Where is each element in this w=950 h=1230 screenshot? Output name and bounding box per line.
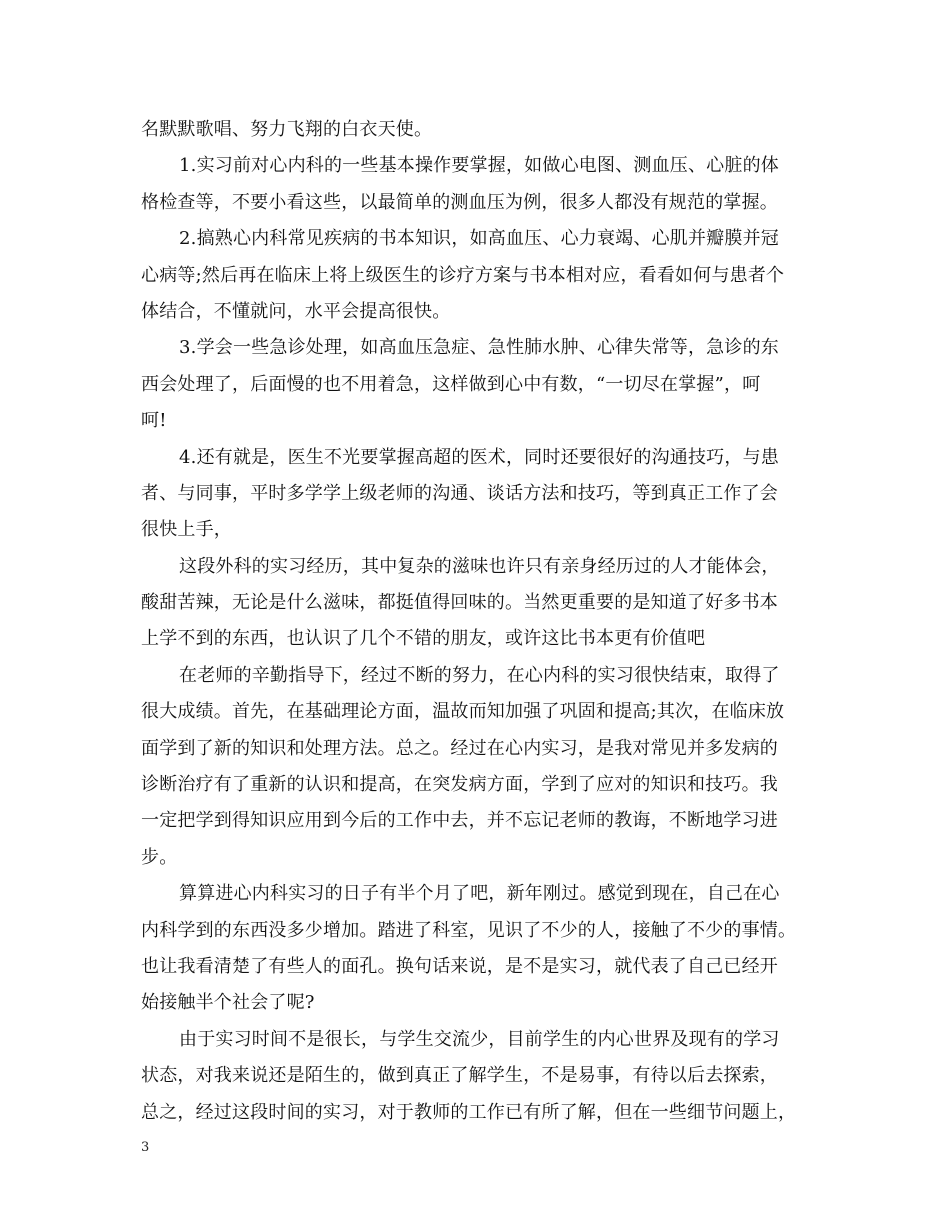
text-line: 西会处理了，后面慢的也不用着急，这样做到心中有数，“一切尽在掌握”，呵 bbox=[141, 373, 761, 395]
text-line: 体结合，不懂就问，水平会提高很快。 bbox=[141, 300, 451, 322]
text-line: 状态，对我来说还是陌生的，做到真正了解学生，不是易事，有待以后去探索， bbox=[141, 1065, 778, 1087]
text-line: 很大成绩。首先，在基础理论方面，温故而知加强了巩固和提高;其次，在临床放 bbox=[141, 701, 785, 723]
text-line: 很快上手， bbox=[141, 519, 232, 541]
text-line: 酸甜苦辣，无论是什么滋味，都挺值得回味的。当然更重要的是知道了好多书本 bbox=[141, 592, 778, 614]
text-line: 算算进心内科实习的日子有半个月了吧，新年刚过。感觉到现在，自己在心 bbox=[179, 883, 780, 905]
document-body bbox=[141, 112, 816, 1131]
text-line: 4.还有就是，医生不光要掌握高超的医术，同时还要很好的沟通技巧，与患 bbox=[179, 446, 779, 468]
page-number: 3 bbox=[141, 1140, 150, 1155]
text-line: 总之，经过这段时间的实习，对于教师的工作已有所了解，但在一些细节问题上， bbox=[141, 1101, 797, 1123]
text-line: 在老师的辛勤指导下，经过不断的努力，在心内科的实习很快结束，取得了 bbox=[179, 664, 780, 686]
text-line: 者、与同事，平时多学学上级老师的沟通、谈话方法和技巧，等到真正工作了会 bbox=[141, 482, 778, 504]
text-line: 面学到了新的知识和处理方法。总之。经过在心内实习，是我对常见并多发病的 bbox=[141, 737, 778, 759]
text-line: 名默默歌唱、努力飞翔的白衣天使。 bbox=[141, 119, 433, 140]
text-line: 心病等;然后再在临床上将上级医生的诊疗方案与书本相对应，看看如何与患者个 bbox=[141, 264, 785, 286]
text-line: 1.实习前对心内科的一些基本操作要掌握，如做心电图、测血压、心脏的体 bbox=[179, 155, 779, 177]
text-line: 格检查等，不要小看这些，以最简单的测血压为例，很多人都没有规范的掌握。 bbox=[141, 191, 778, 213]
text-line: 也让我看清楚了有些人的面孔。换句话来说，是不是实习，就代表了自己已经开 bbox=[141, 955, 778, 977]
text-line: 一定把学到得知识应用到今后的工作中去，并不忘记老师的教诲，不断地学习进 bbox=[141, 810, 778, 832]
text-line: 由于实习时间不是很长，与学生交流少，目前学生的内心世界及现有的学习 bbox=[179, 1028, 780, 1050]
text-line: 呵! bbox=[141, 410, 167, 432]
text-line: 上学不到的东西，也认识了几个不错的朋友，或许这比书本更有价值吧 bbox=[141, 628, 706, 650]
text-line: 内科学到的东西没多少增加。踏进了科室，见识了不少的人，接触了不少的事情。 bbox=[141, 919, 797, 941]
text-line: 这段外科的实习经历，其中复杂的滋味也许只有亲身经历过的人才能体会， bbox=[179, 555, 780, 577]
text-line: 诊断治疗有了重新的认识和提高，在突发病方面，学到了应对的知识和技巧。我 bbox=[141, 774, 778, 796]
text-line: 始接触半个社会了呢? bbox=[141, 992, 315, 1014]
text-line: 2.搞熟心内科常见疾病的书本知识，如高血压、心力衰竭、心肌并瓣膜并冠 bbox=[179, 228, 779, 250]
text-line: 步。 bbox=[141, 846, 178, 868]
text-line: 3.学会一些急诊处理，如高血压急症、急性肺水肿、心律失常等，急诊的东 bbox=[179, 337, 779, 359]
